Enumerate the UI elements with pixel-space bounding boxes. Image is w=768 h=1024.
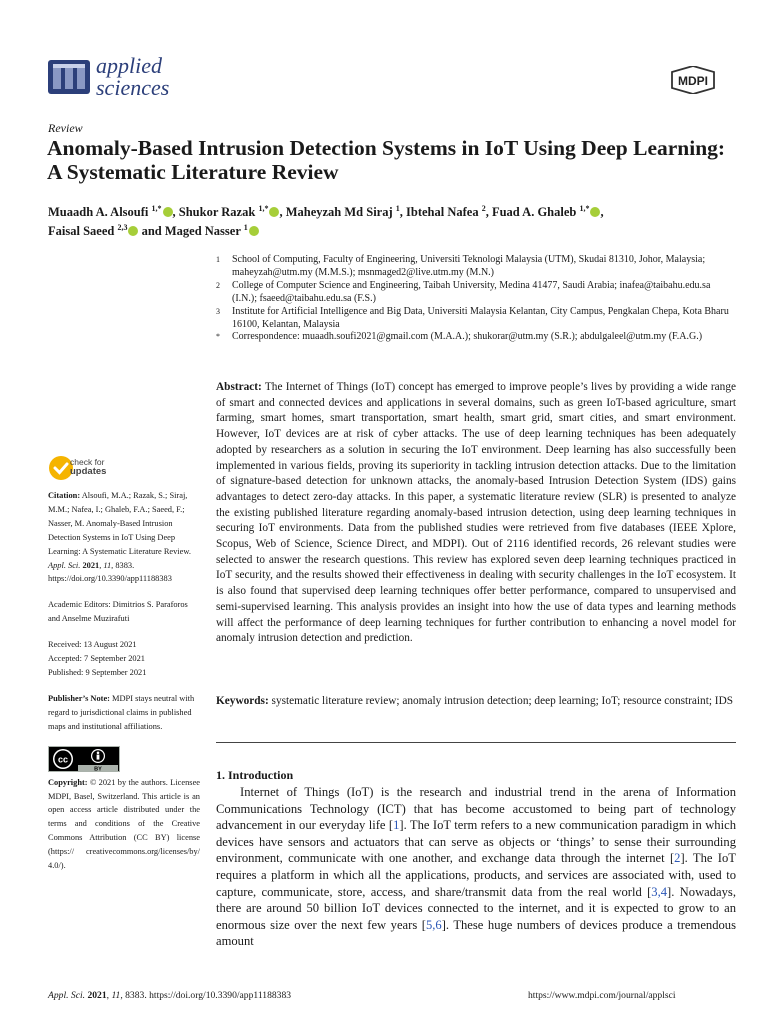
orcid-icon[interactable] [590, 207, 600, 217]
journal-name-line1: applied [96, 53, 162, 78]
introduction-paragraph [216, 784, 736, 950]
check-updates-line1: check for [70, 457, 105, 467]
reference-link[interactable]: 5,6 [425, 917, 442, 932]
author-name[interactable]: Faisal Saeed [48, 224, 115, 238]
author-affil-mark: 1,* [258, 203, 269, 213]
received-date: Received: 13 August 2021 [48, 640, 137, 650]
abstract-text: The Internet of Things (IoT) concept has emerged to improve people’s lives by providing a wide range of smart and connected devices and applications in several domains, such as green IoT-based agriculture, smart farming, smart homes, smart transportation, smart health, smart grid, smart cities, and smart environment. However, IoT devices are at risk of cyber attacks. The use of deep learning techniques has been adequately adopted by researchers as a solution in securing the IoT environment. Deep learning has also successfully been implemented in various fields, proving its superiority in tackling intrusion detection attacks. Due to the limitation of signature-based detection for unknown attacks, the anomaly-based Intrusion Detection System (IDS) gains advantages to detect zero-day attacks. In this paper, a systematic literature review (SLR) is presented to analyze the existing published literature regarding anomaly-based intrusion detection, using deep learning techniques in securing IoT environments. Data from the published studies were retrieved from five databases (IEEE Xplore, Scopus, Web of Science, Science Direct, and MDPI). Out of 2116 identified records, 26 relevant studies were selected to answer the research questions. This review has explored seven deep learning techniques practiced in IoT security, and the results showed their effectiveness in dealing with security challenges in the IoT ecosystem. It is also found that supervised deep learning techniques offer better performance, compared to unsupervised and semi-supervised learning. This analysis provides an insight into how the use of data types and learning methods will affect the performance of deep learning techniques for further contribution to enhancing a novel model for anomaly intrusion detection and prediction. [216, 381, 736, 645]
keywords-text: systematic literature review; anomaly intrusion detection; deep learning; IoT; resource constraint; IDS [271, 695, 734, 707]
check-updates-line2: updates [70, 466, 107, 477]
copyright-label: Copyright: [48, 777, 88, 787]
author-affil-mark: 1,* [579, 203, 590, 213]
journal-logo-icon [48, 60, 90, 94]
journal-name-line2: sciences [96, 75, 170, 100]
publisher-note-label: Publisher’s Note: [48, 693, 110, 703]
citation-doi[interactable]: 8383. https://doi.org/10.3390/app11188383 [48, 560, 172, 584]
intro-text: ]. Nowadays, there are around 50 billion IoT devices connected to the internet, and it is expected to grow to an enormous size over the next few years [ [216, 884, 736, 932]
section-divider [216, 742, 736, 743]
reference-link[interactable]: 1 [393, 818, 400, 833]
citation-volume: 11 [103, 560, 112, 570]
author-name[interactable]: Maged Nasser [164, 224, 241, 238]
citation-journal: Appl. Sci. [48, 560, 81, 570]
reference-link[interactable]: 2 [674, 851, 681, 866]
intro-text: ]. These huge numbers of devices produce a tremendous amount [216, 917, 736, 949]
footer-year: 2021 [87, 990, 107, 1001]
svg-text:MDPI: MDPI [678, 74, 708, 88]
orcid-icon[interactable] [249, 226, 259, 236]
cc-badge-text: BY [94, 765, 102, 772]
intro-text: ]. The IoT term refers to a new communication paradigm in which devices have sensors and actuators that can serve as objects or ‘things’ to sense their surrounding environment, communicate with one another, and exchange data through the internet [ [216, 818, 736, 866]
author-list: Muaadh A. Alsoufi $^{1,*}$ , Shukor Razak $^{1,*}$ , Maheyzah Md Siraj $^1$, Ibtehal Nafea $^2$, Fuad A. Ghaleb $^{1,*}$ , Faisal Saeed $^{2,3}$ and Maged Nasser $^1$ [48, 203, 604, 238]
footer-doi[interactable]: 8383. https://doi.org/10.3390/app11188383 [125, 990, 292, 1001]
affiliation-mark: * [216, 332, 220, 342]
affiliation-text: School of Computing, Faculty of Engineering, Universiti Teknologi Malaysia (UTM), Skudai 81310, Johor, Malaysia; maheyzah@utm.my (M.M.S.); msnmaged2@live.utm.my (M.N.) [232, 254, 706, 278]
cc-by-license-icon[interactable] [48, 746, 120, 772]
academic-editors: Academic Editors: Dimitrios S. Paraforos and Anselme Muzirafuti [48, 600, 188, 624]
published-date: Published: 9 September 2021 [48, 667, 147, 677]
footer-journal-url[interactable]: https://www.mdpi.com/journal/applsci [528, 990, 676, 1001]
affiliation-item [216, 254, 736, 280]
orcid-icon[interactable] [163, 207, 173, 217]
journal-name [96, 55, 169, 99]
author-name[interactable]: Shukor Razak [178, 205, 256, 219]
author-affil-mark: 1,* [151, 203, 162, 213]
intro-text: Internet of Things (IoT) is the research and industrial trend in the arena of Information Communications Technology (ICT) that has become accustomed to being part of technology advancement in our everyday life [ [216, 785, 736, 833]
keywords-label: Keywords: [216, 695, 269, 707]
affiliation-text: College of Computer Science and Engineering, Taibah University, Medina 41477, Saudi Arabia; inafea@taibahu.edu.sa (I.N.); fsaeed@taibahu.edu.sa (F.S.) [232, 279, 711, 304]
paper-title: Anomaly-Based Intrusion Detection Systems in IoT Using Deep Learning: A Systematic Literature Review [47, 136, 726, 184]
affiliation-mark: 1 [216, 255, 220, 264]
affiliation-mark: 3 [216, 306, 220, 316]
article-type: Review [48, 121, 83, 135]
citation: Citation: Alsoufi, M.A.; Razak, S.; Siraj, M.M.; Nafea, I.; Ghaleb, F.A.; Saeed, F.; Nasser, M. Anomaly-Based Intrusion Detection Systems in IoT Using Deep Learning: A Systematic Literature Review. Appl. Sci. 2021, 11, 8383. https://doi.org/10.3390/app11188383 [48, 491, 191, 584]
footer-journal: Appl. Sci. [48, 990, 86, 1001]
author-name[interactable]: Fuad A. Ghaleb [491, 205, 577, 219]
affiliation-item [216, 306, 736, 332]
intro-text: ]. The IoT requires a platform in which all the applications, products, and services are associated with, used to capture, communicate, store, access, and share/transmit data from the real world [ [216, 851, 736, 899]
section-heading: 1. Introduction [216, 768, 294, 782]
publisher-note [48, 692, 200, 734]
citation-label: Citation: [48, 491, 81, 500]
author-affil-mark: 1 [243, 222, 248, 232]
author-affil-mark: 2 [481, 203, 486, 213]
abstract [216, 380, 736, 647]
keywords [216, 694, 736, 710]
author-name[interactable]: Ibtehal Nafea [406, 205, 479, 219]
copyright-text: © 2021 by the authors. Licensee MDPI, Basel, Switzerland. This article is an open access article distributed under the terms and conditions of the Creative Commons Attribution (CC BY) license (https:// creativecommons.org/licenses/by/ 4.0/). [48, 777, 200, 871]
affiliation-item [216, 280, 736, 306]
correspondence-text: Correspondence: muaadh.soufi2021@gmail.com (M.A.A.); shukorar@utm.my (S.R.); abdulgaleel@utm.my (F.A.G.) [232, 331, 703, 343]
author-name[interactable]: Muaadh A. Alsoufi [48, 205, 149, 219]
citation-year: 2021 [82, 560, 100, 570]
affiliation-item [216, 331, 736, 344]
check-for-updates-button[interactable] [48, 455, 148, 481]
orcid-icon[interactable] [269, 207, 279, 217]
author-affil-mark: 2,3 [117, 222, 128, 232]
affiliation-mark: 2 [216, 280, 220, 290]
affiliation-text: Institute for Artificial Intelligence and Big Data, Universiti Malaysia Kelantan, City Campus, Pengkalan Chepa, Kota Bharu 16100, Kelantan, Malaysia [232, 305, 729, 330]
accepted-date: Accepted: 7 September 2021 [48, 654, 145, 664]
author-affil-mark: 1 [395, 203, 400, 213]
author-name[interactable]: Maheyzah Md Siraj [285, 205, 393, 219]
publisher-note-text: MDPI stays neutral with regard to jurisdictional claims in published maps and institutional affiliations. [48, 693, 195, 731]
orcid-icon[interactable] [128, 226, 138, 236]
abstract-label: Abstract: [216, 381, 262, 393]
article-sidebar [48, 489, 200, 873]
footer-volume: 11 [111, 990, 121, 1001]
reference-link[interactable]: 3,4 [651, 884, 668, 899]
svg-text:cc: cc [57, 754, 69, 765]
footer-citation: Appl. Sci. 2021, 11, 8383. https://doi.org/10.3390/app11188383 [48, 990, 292, 1001]
citation-text: Alsoufi, M.A.; Razak, S.; Siraj, M.M.; Nafea, I.; Ghaleb, F.A.; Saeed, F.; Nasser, M. Anomaly-Based Intrusion Detection Systems in IoT Using Deep Learning: A Systematic Literature Review. [48, 491, 191, 556]
affiliations [216, 254, 736, 344]
mdpi-logo [666, 66, 720, 94]
copyright-notice [48, 776, 200, 873]
